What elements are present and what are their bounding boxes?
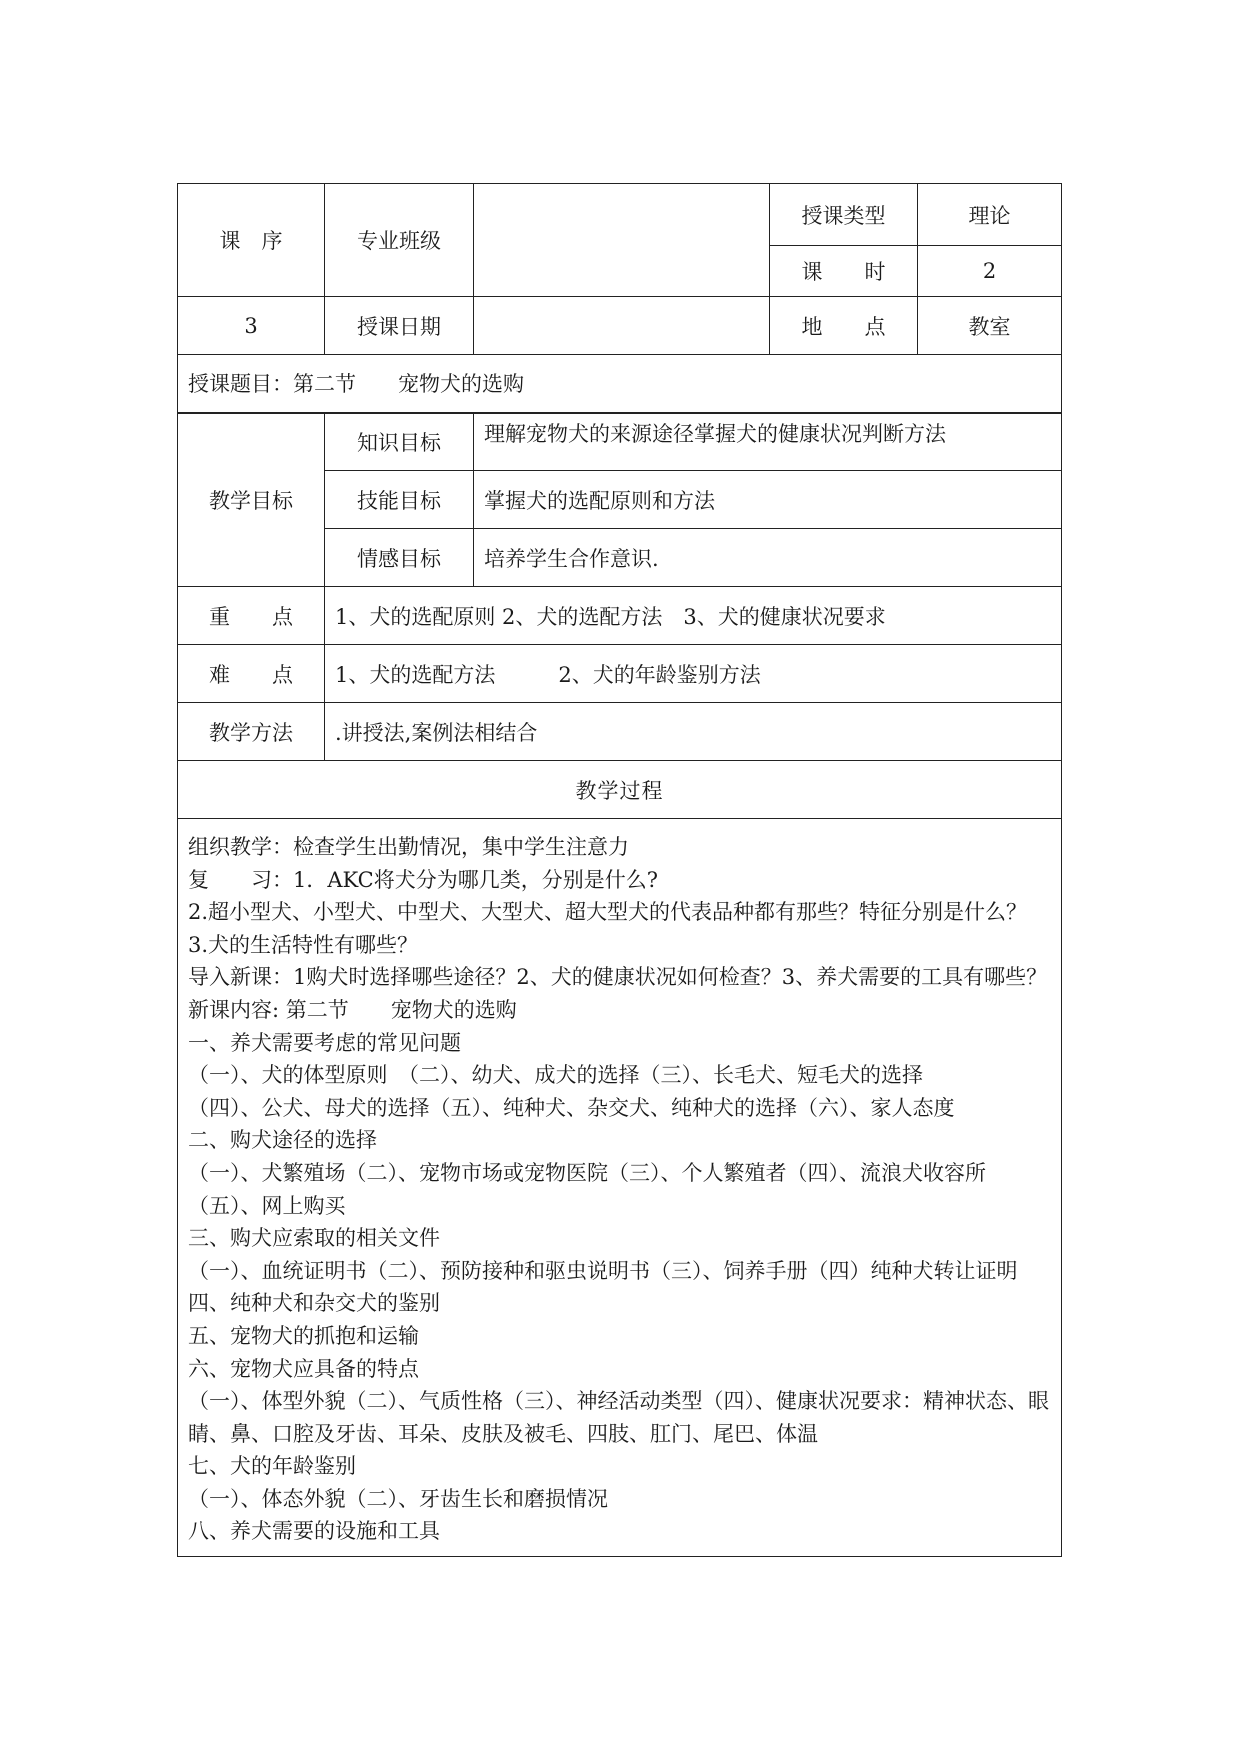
lesson-plan-table [177,183,1062,1557]
type-label: 授课类型 [770,184,918,246]
objectives-label: 教学目标 [178,413,325,587]
difficulties-text: 1、犬的选配方法 2、犬的年龄鉴别方法 [325,645,1062,703]
hours-label: 课 时 [770,246,918,297]
class-label: 专业班级 [325,184,474,297]
process-line: （一）、体态外貌（二）、牙齿生长和磨损情况 [188,1486,608,1511]
objective-emotion-text: 培养学生合作意识. [474,529,1062,587]
course-order-label: 课 序 [178,184,325,297]
process-line: 六、宠物犬应具备的特点 [188,1356,419,1381]
methods-label: 教学方法 [178,703,325,761]
process-line: 八、养犬需要的设施和工具 [188,1519,440,1544]
process-line: 七、犬的年龄鉴别 [188,1454,356,1479]
process-line: 二、购犬途径的选择 [188,1128,377,1153]
objective-knowledge-label: 知识目标 [325,413,474,471]
process-line: （一）、犬的体型原则 （二）、幼犬、成犬的选择（三）、长毛犬、短毛犬的选择 [188,1063,923,1088]
process-line: 一、养犬需要考虑的常见问题 [188,1030,461,1055]
place-value: 教室 [918,297,1062,355]
process-line: （一）、体型外貌（二）、气质性格（三）、神经活动类型（四）、健康状况要求：精神状态、眼睛、鼻、口腔及牙齿、耳朵、皮肤及被毛、四肢、肛门、尾巴、体温 [188,1389,1049,1446]
date-label: 授课日期 [325,297,474,355]
process-title: 教学过程 [178,761,1062,819]
objective-knowledge-text: 理解宠物犬的来源途径掌握犬的健康状况判断方法 [474,413,1062,471]
process-line: 三、购犬应索取的相关文件 [188,1226,440,1251]
process-line: 新课内容: 第二节 宠物犬的选购 [188,997,517,1022]
type-value: 理论 [918,184,1062,246]
process-line: 导入新课：1购犬时选择哪些途径？2、犬的健康状况如何检查？3、养犬需要的工具有哪些？ [188,965,1048,990]
course-order-value: 3 [178,297,325,355]
process-line: 四、纯种犬和杂交犬的鉴别 [188,1291,440,1316]
process-content [178,819,1062,1557]
process-line: 组织教学：检查学生出勤情况，集中学生注意力 [188,835,629,859]
process-line: 2.超小型犬、小型犬、中型犬、大型犬、超大型犬的代表品种都有那些？特征分别是什么？ [188,900,1028,925]
difficulties-label: 难 点 [178,645,325,703]
objective-skill-text: 掌握犬的选配原则和方法 [474,471,1062,529]
hours-value: 2 [918,246,1062,297]
class-value [474,184,770,297]
process-line: （一）、犬繁殖场（二）、宠物市场或宠物医院（三）、个人繁殖者（四）、流浪犬收容所（五）、网上购买 [188,1160,986,1218]
topic: 授课题目：第二节 宠物犬的选购 [178,355,1062,413]
process-line: 五、宠物犬的抓抱和运输 [188,1323,419,1348]
date-value [474,297,770,355]
objective-skill-label: 技能目标 [325,471,474,529]
key-points-label: 重 点 [178,587,325,645]
place-label: 地 点 [770,297,918,355]
methods-text: .讲授法,案例法相结合 [325,703,1062,761]
objective-emotion-label: 情感目标 [325,529,474,587]
process-line: （四）、公犬、母犬的选择（五）、纯种犬、杂交犬、纯种犬的选择（六）、家人态度 [188,1095,955,1120]
process-line: 3.犬的生活特性有哪些？ [188,932,419,957]
process-line: 复 习：1．AKC将犬分为哪几类，分别是什么? [188,867,658,892]
key-points-text: 1、犬的选配原则 2、犬的选配方法 3、犬的健康状况要求 [325,587,1062,645]
process-line: （一）、血统证明书（二）、预防接种和驱虫说明书（三）、饲养手册（四）纯种犬转让证明 [188,1258,1018,1283]
